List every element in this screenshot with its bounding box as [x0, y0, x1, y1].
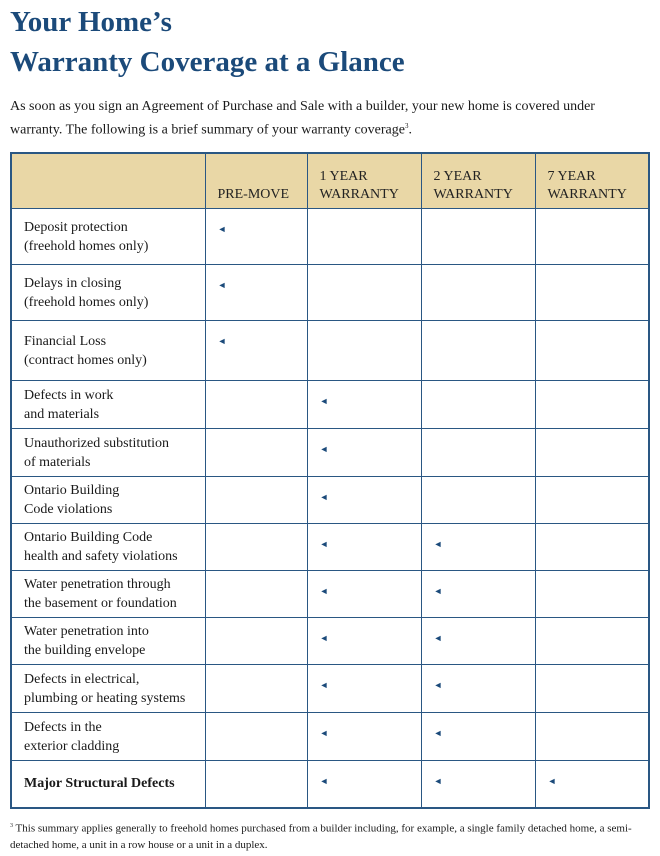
- coverage-item-line2: health and safety violations: [24, 549, 178, 564]
- coverage-arrow-icon: ◄: [433, 586, 443, 596]
- coverage-cell: [535, 571, 649, 618]
- coverage-cell: [307, 381, 421, 429]
- coverage-cell: [205, 618, 307, 665]
- coverage-cell: [535, 524, 649, 571]
- page-title: [10, 2, 405, 82]
- coverage-item-line1: Defects in work: [24, 387, 114, 403]
- table-row: [11, 429, 649, 477]
- coverage-item-line1: Water penetration into: [24, 624, 149, 639]
- coverage-cell: [205, 381, 307, 429]
- header-7-year: [535, 153, 649, 209]
- table-row: [11, 761, 649, 808]
- coverage-cell: [421, 477, 535, 524]
- coverage-cell: [205, 665, 307, 713]
- coverage-cell: [307, 761, 421, 808]
- intro-paragraph: [10, 98, 650, 140]
- coverage-cell: [535, 429, 649, 477]
- coverage-item-line2: of materials: [24, 454, 91, 470]
- header-2-year-line2: WARRANTY: [433, 187, 513, 202]
- coverage-cell: [535, 209, 649, 265]
- coverage-item-line1: Water penetration through: [24, 577, 171, 592]
- coverage-cell: [421, 265, 535, 321]
- header-1-year-line2: WARRANTY: [319, 187, 399, 202]
- coverage-arrow-icon: ◄: [433, 680, 443, 690]
- coverage-item-line2: the building envelope: [24, 643, 146, 658]
- coverage-cell: [421, 209, 535, 265]
- coverage-item-line2: and materials: [24, 406, 100, 422]
- coverage-item-line2: the basement or foundation: [24, 596, 177, 611]
- coverage-item-line2: plumbing or heating systems: [24, 690, 186, 706]
- coverage-cell: [535, 477, 649, 524]
- header-pre-move-label: PRE-MOVE: [217, 187, 290, 202]
- coverage-arrow-icon: ◄: [319, 444, 329, 454]
- table-row: [11, 524, 649, 571]
- table-row: [11, 618, 649, 665]
- coverage-item-line2: (freehold homes only): [24, 294, 149, 310]
- coverage-arrow-icon: ◄: [319, 776, 329, 786]
- coverage-cell: [535, 321, 649, 381]
- coverage-cell: [205, 429, 307, 477]
- coverage-cell: [205, 209, 307, 265]
- coverage-arrow-icon: ◄: [319, 680, 329, 690]
- coverage-cell: [535, 381, 649, 429]
- coverage-cell: [205, 571, 307, 618]
- coverage-item-label: [11, 321, 205, 381]
- coverage-arrow-icon: ◄: [217, 280, 227, 290]
- coverage-item-label: [11, 571, 205, 618]
- table-header-row: [11, 153, 649, 209]
- coverage-item-line1: Deposit protection: [24, 219, 128, 235]
- intro-end: .: [408, 122, 412, 138]
- table-row: [11, 265, 649, 321]
- coverage-item-line2: exterior cladding: [24, 738, 120, 754]
- coverage-item-label: [11, 618, 205, 665]
- coverage-cell: [307, 713, 421, 761]
- coverage-cell: [307, 429, 421, 477]
- warranty-coverage-table: [10, 152, 650, 809]
- coverage-cell: [535, 265, 649, 321]
- intro-text: As soon as you sign an Agreement of Purchase and Sale with a builder, your new home is covered under warranty. The following is a brief summary of your warranty coverage: [10, 99, 595, 138]
- coverage-arrow-icon: ◄: [217, 224, 227, 234]
- coverage-arrow-icon: ◄: [433, 728, 443, 738]
- coverage-item-label: [11, 477, 205, 524]
- coverage-arrow-icon: ◄: [433, 633, 443, 643]
- coverage-arrow-icon: ◄: [547, 776, 557, 786]
- coverage-item-line1: Defects in the: [24, 719, 102, 735]
- table-row: [11, 713, 649, 761]
- footnote: [10, 818, 650, 853]
- coverage-cell: [307, 321, 421, 381]
- header-7-year-line1: 7 YEAR: [547, 169, 596, 184]
- coverage-item-line1: Ontario Building Code: [24, 530, 153, 545]
- coverage-item-line2: Code violations: [24, 502, 113, 517]
- coverage-arrow-icon: ◄: [319, 633, 329, 643]
- header-1-year: [307, 153, 421, 209]
- coverage-item-line1: Major Structural Defects: [24, 776, 175, 792]
- coverage-arrow-icon: ◄: [319, 728, 329, 738]
- coverage-item-label: [11, 665, 205, 713]
- footnote-text: This summary applies generally to freehold homes purchased from a builder including, for example, a single family detached home, a semi-detached home, a unit in a row house or a unit in a duplex.: [10, 822, 632, 851]
- coverage-cell: [535, 713, 649, 761]
- coverage-cell: [307, 618, 421, 665]
- coverage-item-line1: Ontario Building: [24, 483, 120, 498]
- coverage-cell: [421, 429, 535, 477]
- coverage-cell: [205, 477, 307, 524]
- header-blank-cell: [11, 153, 205, 209]
- coverage-arrow-icon: ◄: [319, 586, 329, 596]
- coverage-cell: [421, 321, 535, 381]
- coverage-cell: [421, 713, 535, 761]
- table-row: [11, 209, 649, 265]
- coverage-cell: [421, 761, 535, 808]
- coverage-cell: [421, 524, 535, 571]
- coverage-item-line1: Defects in electrical,: [24, 671, 140, 687]
- table-row: [11, 321, 649, 381]
- coverage-cell: [535, 618, 649, 665]
- coverage-item-label: [11, 209, 205, 265]
- coverage-cell: [535, 665, 649, 713]
- coverage-item-label: [11, 713, 205, 761]
- table-row: [11, 571, 649, 618]
- coverage-cell: [205, 524, 307, 571]
- coverage-item-label: [11, 761, 205, 808]
- coverage-cell: [535, 761, 649, 808]
- coverage-cell: [307, 209, 421, 265]
- coverage-item-label: [11, 265, 205, 321]
- coverage-cell: [307, 477, 421, 524]
- title-line-2: Warranty Coverage at a Glance: [10, 46, 405, 78]
- coverage-arrow-icon: ◄: [319, 396, 329, 406]
- coverage-cell: [307, 571, 421, 618]
- header-2-year: [421, 153, 535, 209]
- coverage-arrow-icon: ◄: [433, 776, 443, 786]
- coverage-cell: [307, 265, 421, 321]
- coverage-item-line2: (contract homes only): [24, 352, 147, 368]
- header-7-year-line2: WARRANTY: [547, 187, 627, 202]
- footnote-ref: 3: [10, 823, 13, 829]
- coverage-cell: [205, 265, 307, 321]
- table-row: [11, 665, 649, 713]
- header-pre-move: [205, 153, 307, 209]
- coverage-cell: [205, 713, 307, 761]
- coverage-cell: [205, 321, 307, 381]
- coverage-cell: [421, 665, 535, 713]
- intro-footnote-ref: 3: [404, 121, 409, 130]
- coverage-item-line2: (freehold homes only): [24, 238, 149, 254]
- coverage-cell: [307, 524, 421, 571]
- coverage-cell: [205, 761, 307, 808]
- table-row: [11, 477, 649, 524]
- header-2-year-line1: 2 YEAR: [433, 169, 482, 184]
- coverage-arrow-icon: ◄: [319, 492, 329, 502]
- coverage-arrow-icon: ◄: [217, 336, 227, 346]
- coverage-item-label: [11, 381, 205, 429]
- coverage-cell: [421, 571, 535, 618]
- coverage-item-label: [11, 524, 205, 571]
- coverage-cell: [307, 665, 421, 713]
- coverage-item-line1: Financial Loss: [24, 333, 107, 349]
- title-line-1: Your Home’s: [10, 6, 172, 38]
- coverage-arrow-icon: ◄: [433, 539, 443, 549]
- coverage-arrow-icon: ◄: [319, 539, 329, 549]
- coverage-item-line1: Unauthorized substitution: [24, 435, 170, 451]
- coverage-item-line1: Delays in closing: [24, 275, 122, 291]
- table-row: [11, 381, 649, 429]
- coverage-cell: [421, 381, 535, 429]
- coverage-item-label: [11, 429, 205, 477]
- coverage-cell: [421, 618, 535, 665]
- header-1-year-line1: 1 YEAR: [319, 169, 368, 184]
